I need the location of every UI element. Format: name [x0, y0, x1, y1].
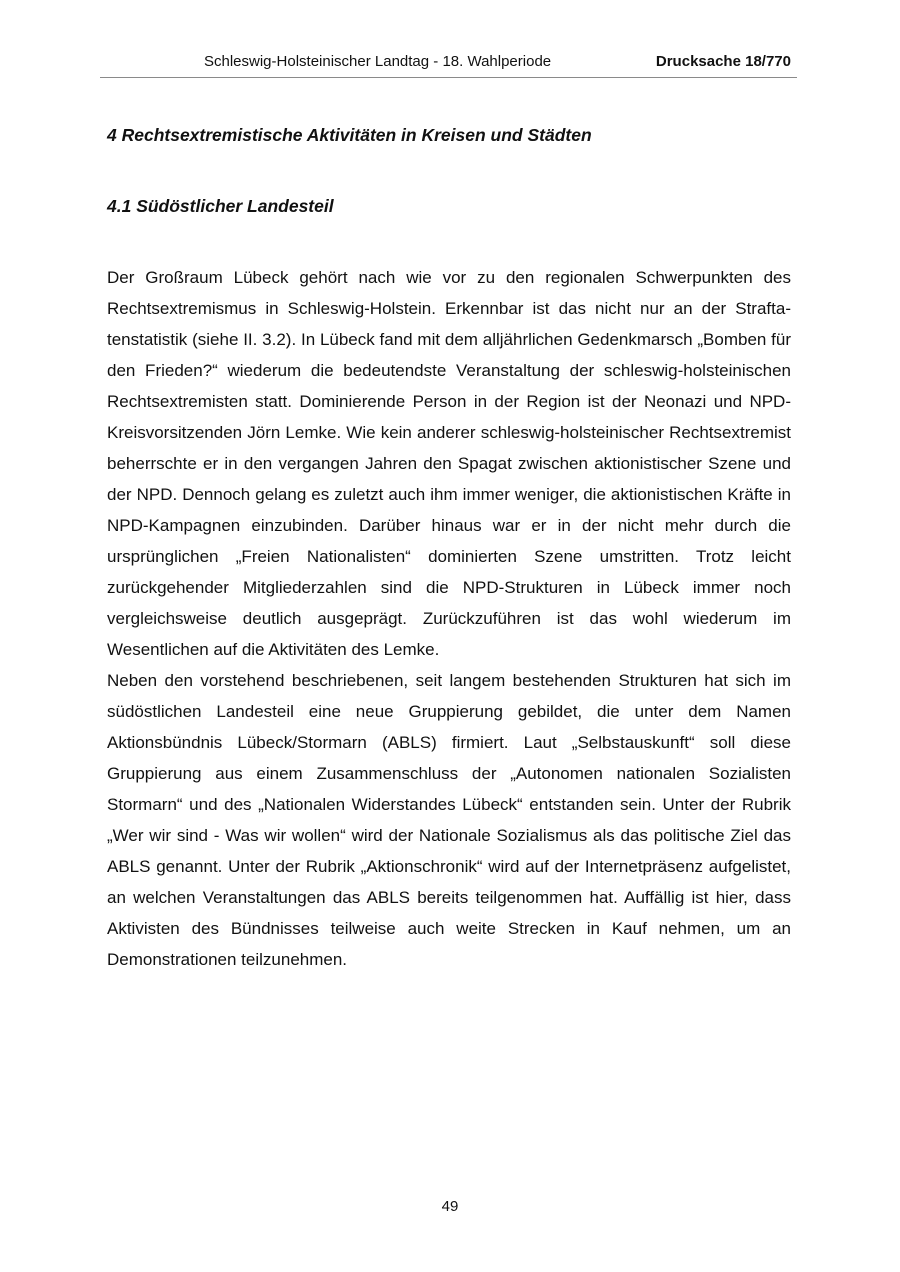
header-title: Schleswig-Holsteinischer Landtag - 18. Wahlperiode — [204, 53, 552, 70]
body-text — [107, 262, 791, 975]
page-number: 49 — [441, 1198, 459, 1215]
page-header — [100, 52, 797, 78]
section-heading: 4 Rechtsextremistische Aktivitäten in Kreisen und Städten — [107, 125, 592, 145]
paragraph: Der Großraum Lübeck gehört nach wie vor zu den regionalen Schwerpunkten des Rechtsextremismus in Schleswig-Holstein. Erkennbar ist das nicht nur an der Straftatenstatistik (siehe II. 3.2). In Lübeck fand mit dem alljährlichen Gedenkmarsch „Bomben für den Frieden?“ wiederum die bedeutendste Veranstaltung der schleswig-holsteinischen Rechtsextremisten statt. Dominierende Person in der Region ist der Neonazi und NPD-Kreisvorsitzenden Jörn Lemke. Wie kein anderer schleswig-holsteinischer Rechtsextremist beherrschte er in den vergangen Jahren den Spagat zwischen aktionistischer Szene und der NPD. Dennoch gelang es zuletzt auch ihm immer weniger, die aktionistischen Kräfte in NPD-Kampagnen einzubinden. Darüber hinaus war er in der nicht mehr durch die ursprünglichen „Freien Nationalisten“ dominierten Szene umstritten. Trotz leicht zurückgehender Mitgliederzahlen sind die NPD-Strukturen in Lübeck immer noch vergleichsweise deutlich ausgeprägt. Zurückzuführen ist das wohl wiederum im Wesentlichen auf die Aktivitäten des Lemke. — [107, 268, 791, 659]
document-number: Drucksache 18/770 — [655, 53, 791, 70]
paragraph: Neben den vorstehend beschriebenen, seit langem bestehenden Strukturen hat sich im südöstlichen Landesteil eine neue Gruppierung gebildet, die unter dem Namen Aktionsbündnis Lübeck/Stormarn (ABLS) firmiert. Laut „Selbstauskunft“ soll diese Gruppierung aus einem Zusammenschluss der „Autonomen nationalen Sozialisten Stormarn“ und des „Nationalen Widerstandes Lübeck“ entstanden sein. Unter der Rubrik „Wer wir sind - Was wir wollen“ wird der Nationale Sozialismus als das politische Ziel das ABLS genannt. Unter der Rubrik „Aktionschronik“ wird auf der Internetpräsenz aufgelistet, an welchen Veranstaltungen das ABLS bereits teilgenommen hat. Auffällig ist hier, dass Aktivisten des Bündnisses teilweise auch weite Strecken in Kauf nehmen, um an Demonstrationen teilzunehmen. — [107, 671, 791, 969]
subsection-heading: 4.1 Südöstlicher Landesteil — [107, 196, 334, 216]
